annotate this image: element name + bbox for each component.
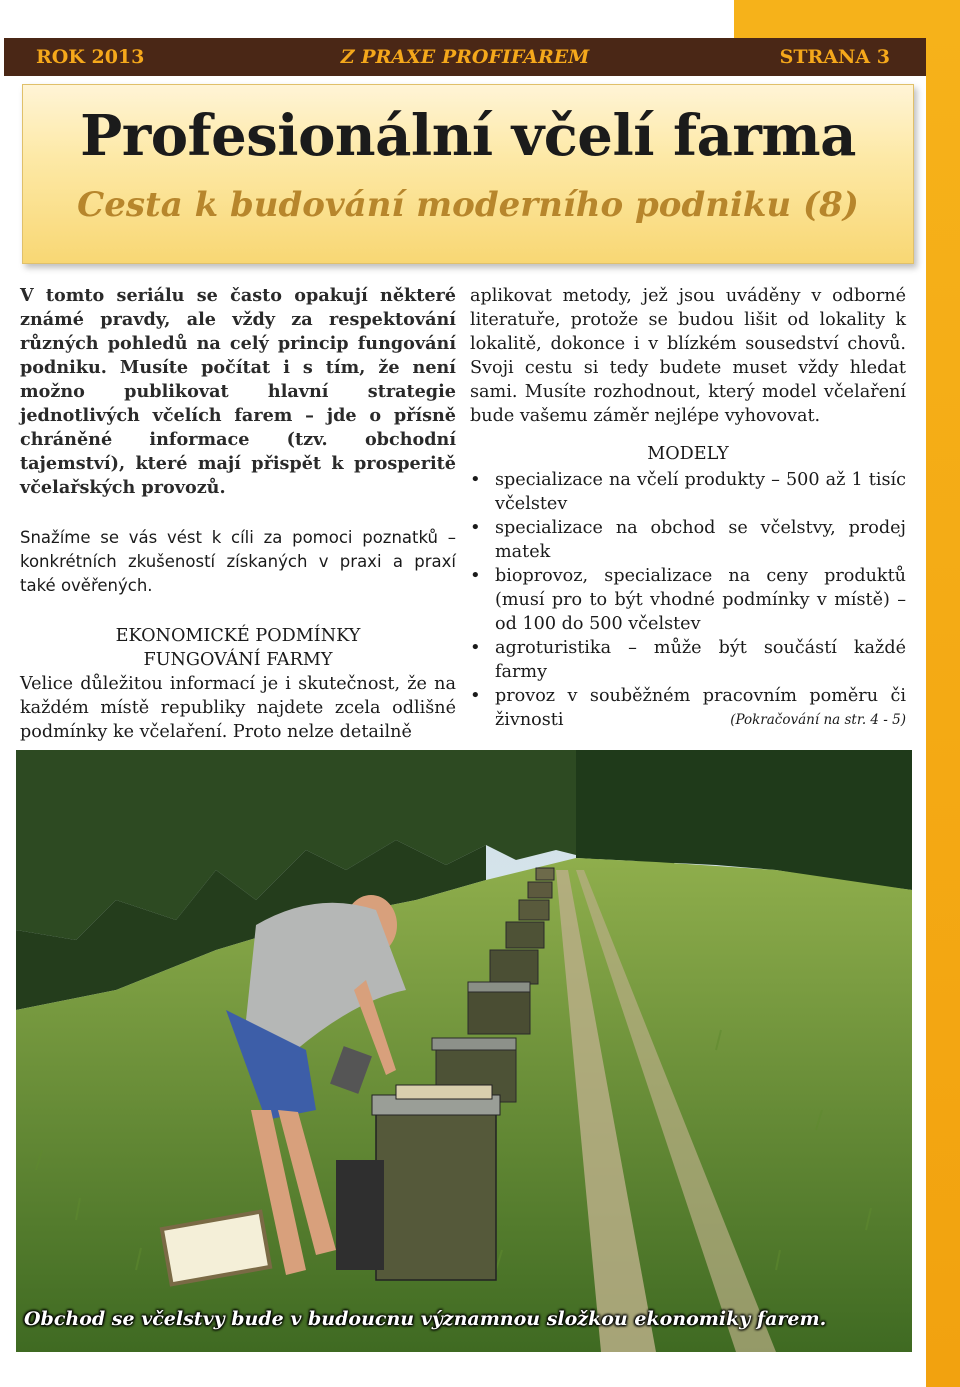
header-bar: [4, 38, 926, 76]
page-title: Profesionální včelí farma: [80, 103, 856, 169]
section-heading-line1: EKONOMICKÉ PODMÍNKY: [115, 626, 361, 646]
left-column: [20, 284, 456, 744]
lead-paragraph: Snažíme se vás vést k cíli za pomoci poznatků – konkrétních zkušeností získaných v praxi a praxí také ověřených.: [20, 528, 456, 595]
section-paragraph: Velice důležitou informací je i skutečnost, že na každém místě republiky najdete zcela odlišné podmínky ke včelaření. Proto nelze detailně: [20, 674, 456, 742]
intro-paragraph: V tomto seriálu se často opakují některé známé pravdy, ale vždy za respektování různých pohledů na celý princip fungování podniku. Musíte počítat i s tím, že není možno publikovat hlavní strategie jednotlivých včelích farem – jde o přísně chráněné informace (tzv. obchodní tajemství), které mají přispět k prosperitě včelařských provozů.: [20, 285, 456, 498]
header-page-number: STRANA 3: [779, 46, 890, 68]
photo-caption: Obchod se včelstvy bude v budoucnu významnou složkou ekonomiky farem.: [24, 1308, 827, 1330]
right-paragraph: aplikovat metody, jež jsou uváděny v odborné literatuře, protože se budou lišit od lokality k lokalitě, dokonce i v blízkém sousedství chovů. Svoji cestu si tedy budete muset vždy hledat sami. Musíte rozhodnout, který model včelaření bude vašemu záměr nejlépe vyhovovat.: [470, 286, 906, 426]
list-item: • specializace na obchod se včelstvy, prodej matek: [470, 516, 906, 564]
list-item: • agroturistika – může být součástí každé farmy: [470, 636, 906, 684]
right-column: [470, 284, 906, 732]
section-heading-line2: FUNGOVÁNÍ FARMY: [143, 650, 333, 670]
header-year: ROK 2013: [36, 46, 145, 68]
list-item: • specializace na včelí produkty – 500 až 1 tisíc včelstev: [470, 468, 906, 516]
beekeeper-photo: [16, 750, 912, 1352]
section-heading: [20, 624, 456, 672]
photo-illustration: [16, 750, 912, 1352]
models-heading: MODELY: [647, 444, 729, 464]
page-subtitle: Cesta k budování moderního podniku (8): [77, 185, 859, 225]
continued-note: (Pokračování na str. 4 - 5): [730, 712, 906, 728]
models-list: [470, 468, 906, 732]
list-item: • bioprovoz, specializace na ceny produktů (musí pro to být vhodné podmínky v místě) – od 100 do 500 včelstev: [470, 564, 906, 636]
list-item-last: [470, 684, 906, 732]
title-box: [22, 84, 914, 264]
header-series: Z PRAXE PROFIFAREM: [340, 46, 590, 68]
list-item-text: provoz v souběžném pracovním poměru či živnosti: [495, 686, 906, 730]
